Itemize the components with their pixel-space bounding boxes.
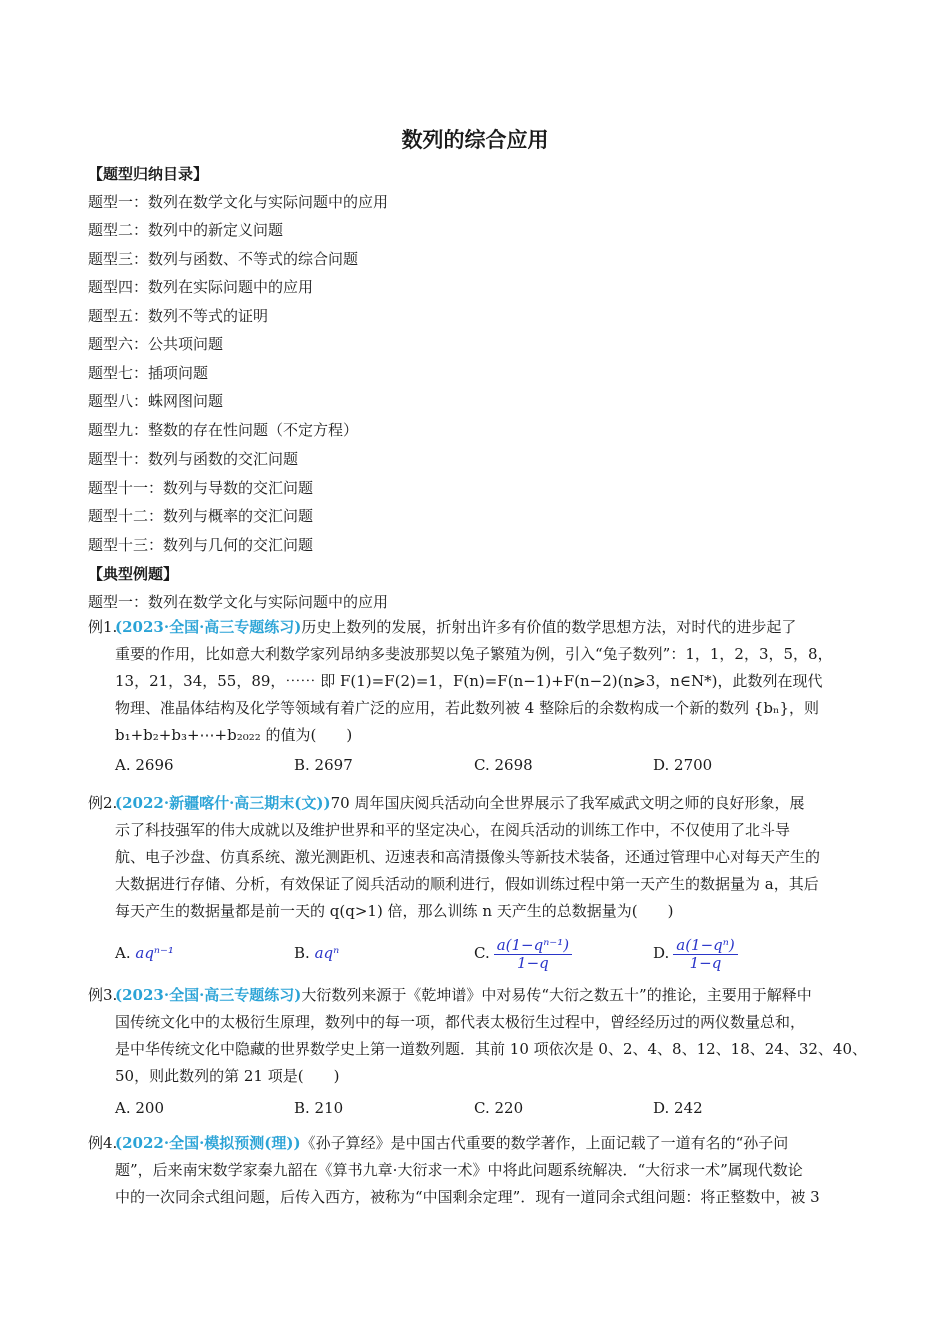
example-2 — [88, 790, 866, 977]
option-a[interactable]: A. 2696 — [115, 756, 174, 774]
catalog-item: 题型一：数列在数学文化与实际问题中的应用 — [88, 193, 389, 211]
catalog-item: 题型十一：数列与导数的交汇问题 — [88, 479, 314, 497]
example-text: 《孙子算经》是中国古代重要的数学著作，上面记载了一道有名的“孙子问 — [300, 1134, 789, 1152]
option-c[interactable]: C. 220 — [474, 1099, 524, 1117]
example-4 — [88, 1130, 866, 1211]
option-a[interactable]: A. 200 — [115, 1099, 164, 1117]
example-text: 70 周年国庆阅兵活动向全世界展示了我军威武文明之师的良好形象，展 — [330, 794, 805, 812]
example-text: 历史上数列的发展，折射出许多有价值的数学思想方法，对时代的进步起了 — [301, 618, 797, 636]
option-a[interactable]: A. aqⁿ⁻¹ — [115, 944, 174, 962]
catalog-item: 题型九：整数的存在性问题（不定方程） — [88, 421, 359, 439]
catalog-item: 题型五：数列不等式的证明 — [88, 307, 269, 325]
option-b[interactable]: B. aqⁿ — [294, 944, 340, 962]
example-source: (2023·全国·高三专题练习) — [115, 618, 302, 636]
example-text: 大数据进行存储、分析，有效保证了阅兵活动的顺利进行，假如训练过程中第一天产生的数据量为 a，其后 — [115, 875, 819, 893]
catalog-item: 题型三：数列与函数、不等式的综合问题 — [88, 250, 359, 268]
catalog-item: 题型十二：数列与概率的交汇问题 — [88, 507, 314, 525]
example-text: 国传统文化中的太极衍生原理，数列中的每一项，都代表太极衍生过程中，曾经经历过的两仪数量总和， — [115, 1013, 806, 1031]
catalog-item: 题型十：数列与函数的交汇问题 — [88, 450, 299, 468]
section-title: 题型一：数列在数学文化与实际问题中的应用 — [88, 593, 389, 611]
fraction: $\frac{\text{a(1−qⁿ)}}{1-q}$ — [673, 937, 737, 972]
example-text: 大衍数列来源于《乾坤谱》中对易传“大衍之数五十”的推论，主要用于解释中 — [301, 986, 812, 1004]
option-c[interactable]: C. 2698 — [474, 756, 533, 774]
fraction: $\frac{\text{a(1−qⁿ⁻¹)}}{1-q}$ — [494, 937, 572, 972]
option-d[interactable]: D. 2700 — [653, 756, 713, 774]
example-source: (2023·全国·高三专题练习) — [115, 986, 302, 1004]
catalog-item: 题型六：公共项问题 — [88, 335, 224, 353]
example-label: 例3. — [88, 986, 118, 1004]
example-text: 物理、准晶体结构及化学等领域有着广泛的应用，若此数列被 4 整除后的余数构成一个新的数列 {bₙ}，则 — [115, 699, 820, 717]
example-label: 例2. — [88, 794, 118, 812]
examples-heading: 【典型例题】 — [88, 565, 179, 583]
catalog-item: 题型二：数列中的新定义问题 — [88, 221, 284, 239]
example-source: (2022·新疆喀什·高三期末(文)) — [115, 794, 331, 812]
option-d[interactable]: D. 242 — [653, 1099, 703, 1117]
catalog-item: 题型四：数列在实际问题中的应用 — [88, 278, 314, 296]
example-1 — [88, 614, 866, 779]
example-text: 13，21，34，55，89，⋯⋯ 即 F(1)=F(2)=1，F(n)=F(n−1)+F(n−2)(n⩾3，n∈N*)，此数列在现代 — [115, 672, 823, 690]
example-source: (2022·全国·模拟预测(理)) — [115, 1134, 301, 1152]
example-text: 题”，后来南宋数学家秦九韶在《算书九章·大衍求一术》中将此问题系统解决．“大衍求一术”属现代数论 — [115, 1161, 803, 1179]
example-text: 50，则此数列的第 21 项是( ) — [115, 1067, 340, 1085]
example-text: 每天产生的数据量都是前一天的 q(q>1) 倍，那么训练 n 天产生的总数据量为( ) — [115, 902, 674, 920]
example-text: b₁+b₂+b₃+⋯+b₂₀₂₂ 的值为( ) — [115, 726, 353, 744]
example-text: 中的一次同余式组问题，后传入西方，被称为“中国剩余定理”．现有一道同余式组问题：将正整数中，被 3 — [115, 1188, 820, 1206]
option-b[interactable]: B. 210 — [294, 1099, 344, 1117]
page-title: 数列的综合应用 — [401, 127, 549, 152]
example-text: 是中华传统文化中隐藏的世界数学史上第一道数列题．其前 10 项依次是 0、2、4、8、12、18、24、32、40、 — [115, 1040, 868, 1058]
option-b[interactable]: B. 2697 — [294, 756, 353, 774]
example-3 — [88, 982, 866, 1122]
catalog-item: 题型十三：数列与几何的交汇问题 — [88, 536, 314, 554]
catalog-item: 题型八：蛛网图问题 — [88, 392, 224, 410]
catalog-heading: 【题型归纳目录】 — [88, 165, 209, 183]
example-text: 重要的作用，比如意大利数学家列昂纳多斐波那契以兔子繁殖为例，引入“兔子数列”：1，1，2，3，5，8， — [115, 645, 833, 663]
option-c[interactable]: C. $\frac{\text{a(1−qⁿ⁻¹)}}{1-q}$ — [474, 929, 572, 977]
catalog-item: 题型七：插项问题 — [88, 364, 209, 382]
example-text: 航、电子沙盘、仿真系统、激光测距机、迈速表和高清摄像头等新技术装备，还通过管理中心对每天产生的 — [115, 848, 821, 866]
example-label: 例4. — [88, 1134, 118, 1152]
example-text: 示了科技强军的伟大成就以及维护世界和平的坚定决心，在阅兵活动的训练工作中，不仅使用了北斗导 — [115, 821, 791, 839]
example-label: 例1. — [88, 618, 118, 636]
option-d[interactable]: D. $\frac{\text{a(1−qⁿ)}}{1-q}$ — [653, 929, 738, 977]
